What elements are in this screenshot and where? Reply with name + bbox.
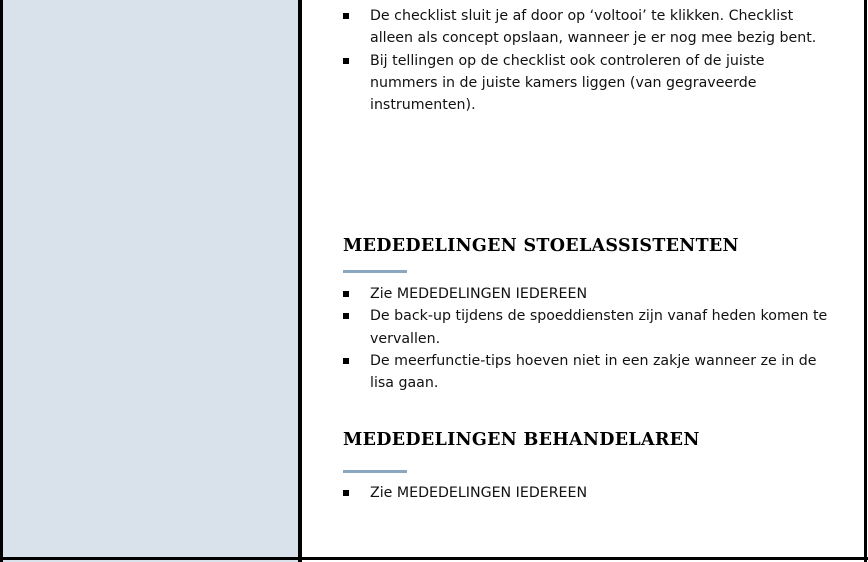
list-item-text: Zie MEDEDELINGEN IEDEREEN xyxy=(370,286,588,302)
right-border xyxy=(864,0,867,562)
list-item-text: De back-up tijdens de spoeddiensten zijn vanaf heden komen te vervallen. xyxy=(370,308,828,347)
list-item xyxy=(343,283,830,305)
list-item xyxy=(343,50,830,117)
bullet-square-icon xyxy=(343,313,349,319)
section-title-stoelassistenten: MEDEDELINGEN STOELASSISTENTEN xyxy=(343,236,739,256)
bullet-square-icon xyxy=(343,13,349,19)
list-item xyxy=(343,482,830,504)
list-item xyxy=(343,350,830,395)
list-item-text: Zie MEDEDELINGEN IEDEREEN xyxy=(370,485,588,501)
bullet-square-icon xyxy=(343,358,349,364)
bottom-border xyxy=(0,557,868,560)
bullet-square-icon xyxy=(343,490,349,496)
section-title-behandelaren: MEDEDELINGEN BEHANDELAREN xyxy=(343,430,700,450)
list-item xyxy=(343,305,830,350)
sidebar-panel xyxy=(0,0,302,562)
section-underline xyxy=(343,270,407,273)
bullet-square-icon xyxy=(343,291,349,297)
intro-bullet-list xyxy=(343,5,830,116)
stoelassistenten-bullet-list xyxy=(343,283,830,394)
bullet-square-icon xyxy=(343,58,349,64)
list-item-text: De checklist sluit je af door op ‘voltooi’ te klikken. Checklist alleen als concept opslaan, wanneer je er nog mee bezig bent. xyxy=(370,8,817,47)
list-item xyxy=(343,5,830,50)
section-underline xyxy=(343,470,407,473)
behandelaren-bullet-list xyxy=(343,482,830,504)
list-item-text: De meerfunctie-tips hoeven niet in een zakje wanneer ze in de lisa gaan. xyxy=(370,352,817,392)
list-item-text: Bij tellingen op de checklist ook controleren of de juiste nummers in de juiste kamers liggen (van gegraveerde instrumenten). xyxy=(370,52,765,114)
